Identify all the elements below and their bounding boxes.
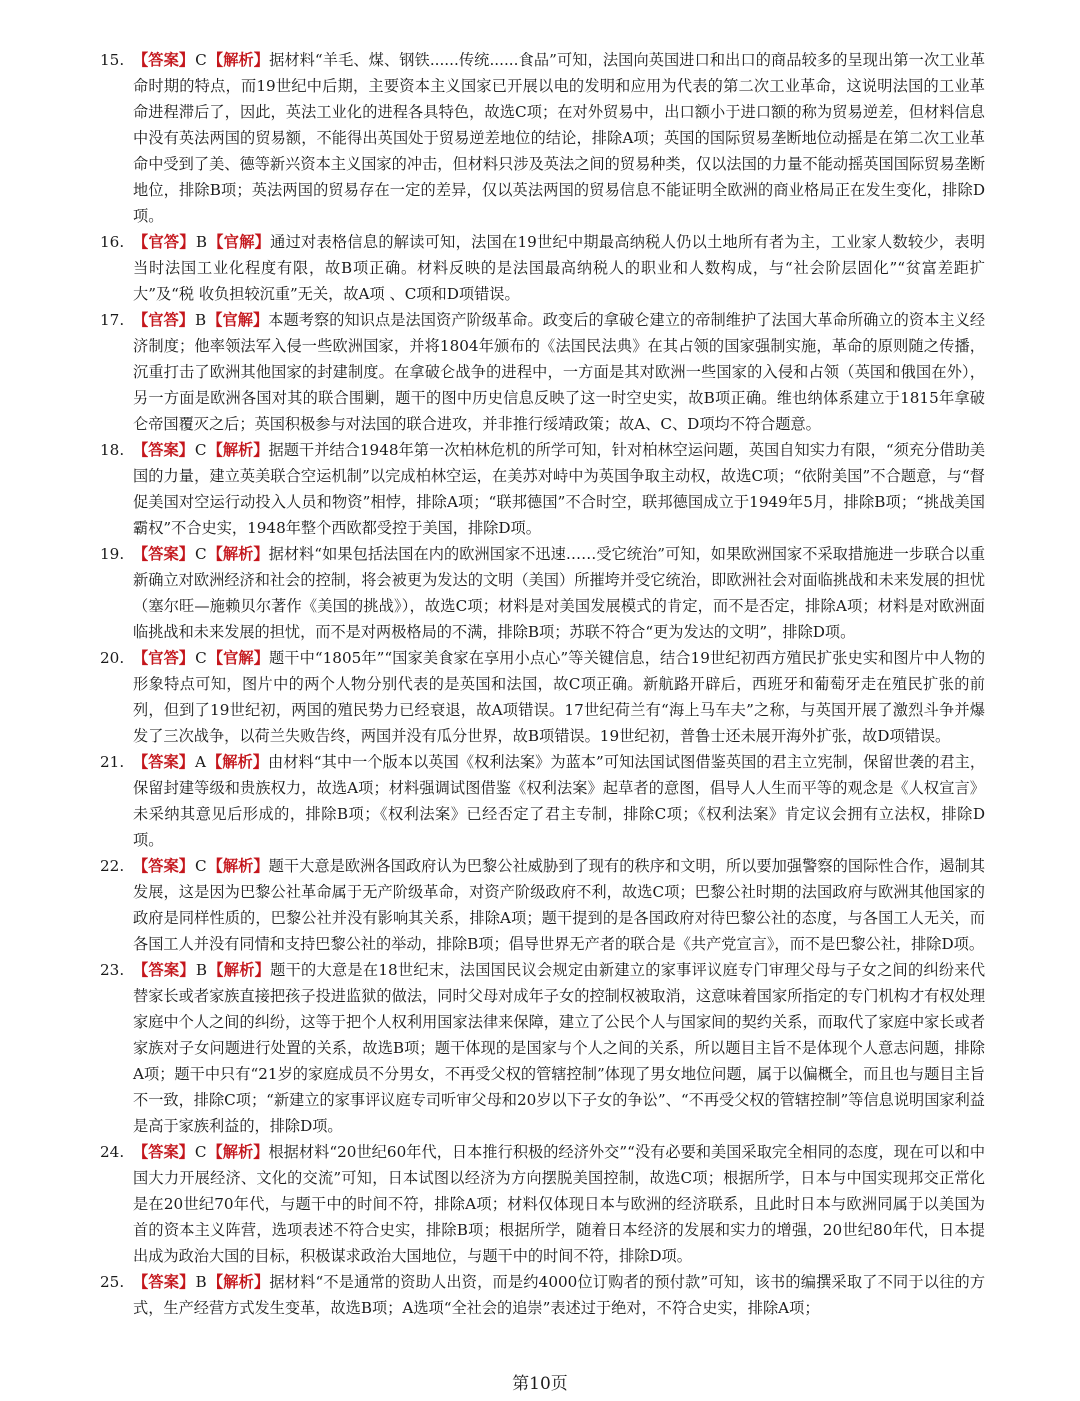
analysis-text: 题干中“1805年”“国家美食家在享用小点心”等关键信息，结合19世纪初西方殖民扩张史实和图片中人物的形象特点可知，图片中的两个人物分别代表的是英国和法国，故C项正确。新航路开辟后，西班牙和葡萄牙走在殖民扩张的前列，但到了19世纪初，两国的殖民势力已经衰退，故A项错误。17世纪荷兰有“海上马车夫”之称，与英国开展了激烈斗争并爆发了三次战争，以荷兰失败告终，两国并没有瓜分世界，故B项错误。19世纪初，普鲁士还未展开海外扩张，故D项错误。 <box>133 649 986 745</box>
answer-letter: C <box>194 857 207 875</box>
analysis-text: 据材料“不是通常的资助人出资，而是约4000位订购者的预付款”可知，该书的编撰采取了不同于以往的方式，生产经营方式发生变革，故选B项；A选项“全社会的追崇”表述过于绝对，不符合史实，排除A项； <box>133 1273 985 1317</box>
answer-item <box>100 645 985 749</box>
page-number: 第10页 <box>512 1374 568 1394</box>
analysis-tag: 【解析】 <box>206 753 269 771</box>
answer-tag: 【答案】 <box>133 1143 194 1161</box>
analysis-text: 据题干并结合1948年第一次柏林危机的所学可知，针对柏林空运问题，英国自知实力有限，“须充分借助美国的力量，建立英美联合空运机制”以完成柏林空运，在美苏对峙中为英国争取主动权，故选C项；“依附美国”不合题意，与“督促美国对空运行动投入人员和物资”相悖，排除A项；“联邦德国”不合时空，联邦德国成立于1949年5月，排除B项；“挑战美国霸权”不合史实，1948年整个西欧都受控于美国，排除D项。 <box>133 441 986 537</box>
answer-item <box>100 47 985 229</box>
answer-letter: C <box>195 649 207 667</box>
answer-letter: C <box>194 1143 207 1161</box>
answer-item <box>100 541 985 645</box>
answer-item <box>100 229 985 307</box>
answer-tag: 【答案】 <box>133 545 194 563</box>
answer-tag: 【官答】 <box>133 649 195 667</box>
answer-tag: 【答案】 <box>133 441 194 459</box>
analysis-text: 题干大意是欧洲各国政府认为巴黎公社威胁到了现有的秩序和文明，所以要加强警察的国际性合作，遏制其发展，这是因为巴黎公社革命属于无产阶级革命，对资产阶级政府不利，故选C项；巴黎公社时期的法国政府与欧洲其他国家的政府是同样性质的，巴黎公社并没有影响其关系，排除A项；题干提到的是各国政府对待巴黎公社的态度，与各国工人无关，而各国工人并没有同情和支持巴黎公社的举动，排除B项；倡导世界无产者的联合是《共产党宣言》，而不是巴黎公社，排除D项。 <box>133 857 986 953</box>
question-number: 20. <box>100 649 125 667</box>
answer-item <box>100 957 985 1139</box>
analysis-tag: 【解析】 <box>207 857 269 875</box>
analysis-text: 本题考察的知识点是法国资产阶级革命。政变后的拿破仑建立的帝制维护了法国大革命所确立的资本主义经济制度；他率领法军入侵一些欧洲国家，并将1804年颁布的《法国民法典》在其占领的国家强制实施，革命的原则随之传播，沉重打击了欧洲其他国家的封建制度。在拿破仑战争的进程中，一方面是其对欧洲一些国家的入侵和占领（英国和俄国在外），另一方面是欧洲各国对其的联合围剿，题干的图中历史信息反映了这一时空史实，故B项正确。维也纳体系建立于1815年拿破仑帝国覆灭之后；英国积极参与对法国的联合进攻，并非推行绥靖政策；故A、C、D项均不符合题意。 <box>133 311 986 433</box>
question-number: 24. <box>100 1143 125 1161</box>
answer-tag: 【答案】 <box>133 753 194 771</box>
analysis-tag: 【解析】 <box>207 545 269 563</box>
answer-letter: B <box>195 1273 207 1291</box>
analysis-text: 据材料“羊毛、煤、钢铁......传统......食品”可知，法国向英国进口和出口的商品较多的呈现出第一次工业革命时期的特点，而19世纪中后期，主要资本主义国家已开展以电的发明和应用为代表的第二次工业革命，这说明法国的工业革命进程滞后了，因此，英法工业化的进程各具特色，故选C项；在对外贸易中，出口额小于进口额的称为贸易逆差，但材料信息中没有英法两国的贸易额，不能得出英国处于贸易逆差地位的结论，排除A项；英国的国际贸易垄断地位动摇是在第二次工业革命中受到了美、德等新兴资本主义国家的冲击，但材料只涉及英法之间的贸易种类，仅以法国的力量不能动摇英国国际贸易垄断地位，排除B项；英法两国的贸易存在一定的差异，仅以英法两国的贸易信息不能证明全欧洲的商业格局正在发生变化，排除D项。 <box>133 51 986 225</box>
answer-tag: 【答案】 <box>133 961 195 979</box>
question-number: 21. <box>100 753 125 771</box>
question-number: 16. <box>100 233 125 251</box>
analysis-text: 题干的大意是在18世纪末，法国国民议会规定由新建立的家事评议庭专门审理父母与子女之间的纠纷来代替家长或者家族直接把孩子投进监狱的做法，同时父母对成年子女的控制权被取消，这意味着国家所指定的专门机构才有权处理家庭中个人之间的纠纷，这等于把个人权利用国家法律来保障，建立了公民个人与国家间的契约关系，而取代了家庭中家长或者家族对子女问题进行处置的关系，故选B项；题干体现的是国家与个人之间的关系，所以题目主旨不是体现个人意志问题，排除A项；题干中只有“21岁的家庭成员不分男女，不再受父权的管辖控制”体现了男女地位问题，属于以偏概全，而且也与题目主旨不一致，排除C项；“新建立的家事评议庭专司听审父母和20岁以下子女的争讼”、“不再受父权的管辖控制”等信息说明国家利益是高于家族利益的，排除D项。 <box>133 961 986 1135</box>
answer-letter: B <box>195 961 208 979</box>
answer-explanations <box>100 47 985 1321</box>
answer-letter: C <box>195 51 207 69</box>
question-number: 25. <box>100 1273 125 1291</box>
question-number: 22. <box>100 857 125 875</box>
analysis-text: 通过对表格信息的解读可知，法国在19世纪中期最高纳税人仍以土地所有者为主，工业家人数较少，表明当时法国工业化程度有限，故B项正确。材料反映的是法国最高纳税人的职业和人数构成，与“社会阶层固化”“贫富差距扩大”及“税 收负担较沉重”无关，故A项 、C项和D项错误。 <box>133 233 986 303</box>
answer-item <box>100 437 985 541</box>
answer-item <box>100 307 985 437</box>
answer-tag: 【答案】 <box>133 1273 195 1291</box>
analysis-tag: 【解析】 <box>207 1143 269 1161</box>
question-number: 17. <box>100 311 125 329</box>
analysis-text: 根据材料“20世纪60年代，日本推行积极的经济外交”“没有必要和美国采取完全相同的态度，现在可以和中国大力开展经济、文化的交流”可知，日本试图以经济为方向摆脱美国控制，故选C项；根据所学，日本与中国实现邦交正常化是在20世纪70年代，与题干中的时间不符，排除A项；材料仅体现日本与欧洲的经济联系，且此时日本与欧洲同属于以美国为首的资本主义阵营，选项表述不符合史实，排除B项；根据所学，随着日本经济的发展和实力的增强，20世纪80年代，日本提出成为政治大国的目标，积极谋求政治大国地位，与题干中的时间不符，排除D项。 <box>133 1143 986 1265</box>
answer-item <box>100 853 985 957</box>
analysis-text: 据材料“如果包括法国在内的欧洲国家不迅速……受它统治”可知，如果欧洲国家不采取措施进一步联合以重新确立对欧洲经济和社会的控制，将会被更为发达的文明（美国）所摧垮并受它统治，即欧洲社会对面临挑战和未来发展的担忧（塞尔旺—施赖贝尔著作《美国的挑战》），故选C项；材料是对美国发展模式的肯定，而不是否定，排除A项；材料是对欧洲面临挑战和未来发展的担忧，而不是对两极格局的不满，排除B项；苏联不符合“更为发达的文明”，排除D项。 <box>133 545 986 641</box>
answer-item <box>100 749 985 853</box>
analysis-text: 由材料“其中一个版本以英国《权利法案》为蓝本”可知法国试图借鉴英国的君主立宪制，保留世袭的君主，保留封建等级和贵族权力，故选A项；材料强调试图借鉴《权利法案》起草者的意图，倡导人人生而平等的观念是《人权宣言》未采纳其意见后形成的，排除B项；《权利法案》已经否定了君主专制，排除C项；《权利法案》肯定议会拥有立法权，排除D项。 <box>133 753 986 849</box>
answer-letter: C <box>194 545 207 563</box>
answer-letter: B <box>195 233 208 251</box>
answer-tag: 【答案】 <box>133 51 195 69</box>
answer-tag: 【答案】 <box>133 857 194 875</box>
analysis-tag: 【解析】 <box>207 441 269 459</box>
analysis-tag: 【解析】 <box>207 1273 270 1291</box>
question-number: 19. <box>100 545 125 563</box>
analysis-tag: 【官解】 <box>207 311 269 329</box>
analysis-tag: 【解析】 <box>207 51 270 69</box>
question-number: 18. <box>100 441 125 459</box>
answer-tag: 【官答】 <box>133 233 195 251</box>
answer-item <box>100 1269 985 1321</box>
analysis-tag: 【官解】 <box>208 233 271 251</box>
answer-letter: C <box>194 441 207 459</box>
answer-letter: B <box>195 311 207 329</box>
question-number: 23. <box>100 961 125 979</box>
analysis-tag: 【官解】 <box>207 649 270 667</box>
answer-letter: A <box>195 753 206 771</box>
analysis-tag: 【解析】 <box>208 961 271 979</box>
answer-tag: 【官答】 <box>133 311 195 329</box>
question-number: 15. <box>100 51 125 69</box>
answer-item <box>100 1139 985 1269</box>
